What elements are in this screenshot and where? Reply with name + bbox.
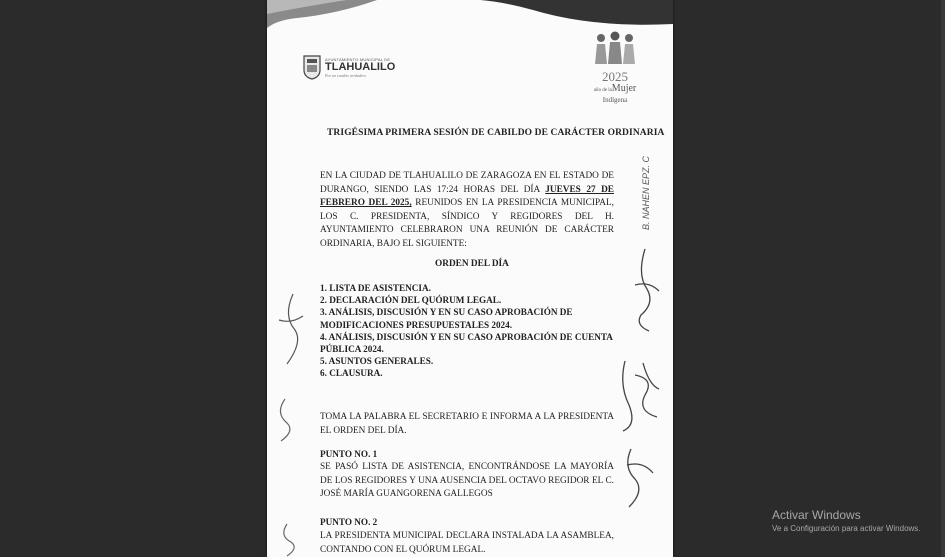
intro-text-start: EN LA CIUDAD DE TLAHUALILO DE ZARAGOZA EN EL ESTADO DE DURANGO, SIENDO LAS 17:24 HORAS DEL DÍA <box>320 171 614 195</box>
agenda-list <box>320 282 620 380</box>
year-label-sub: Indígena <box>602 96 628 104</box>
session-date: JUEVES 27 DE FEBRERO DEL 2025, <box>320 184 615 208</box>
signature-2 <box>615 355 665 435</box>
punto-2-title: PUNTO NO. 2 <box>320 517 378 527</box>
signature-1 <box>629 245 663 335</box>
agenda-title: ORDEN DEL DÍA <box>435 259 509 269</box>
agenda-item: 1. LISTA DE ASISTENCIA. <box>320 283 431 293</box>
punto-1-text: SE PASÓ LISTA DE ASISTENCIA, ENCONTRÁNDOSE LA MAYORÍA DE LOS REGIDORES Y UNA AUSENCIA DEL OCTAVO REGIDOR EL C. JOSÉ MARÍA GUANGORENA GALLEGOS <box>320 462 614 499</box>
year-of-indigenous-woman-logo <box>585 30 645 104</box>
year-label-main: Mujer <box>611 83 637 94</box>
intro-text-end: REUNIDOS EN LA PRESIDENCIA MUNICIPAL, LOS C. PRESIDENTA, SÍNDICO Y REGIDORES DEL H. AYUNTAMIENTO CELEBRARON UNA REUNIÓN DE CARÁCTER ORDINARIA, BAJO EL SIGUIENTE: <box>320 198 614 249</box>
margin-handwritten-note: B. NAHEN EPZ. C <box>641 155 651 230</box>
agenda-item: 4. ANÁLISIS, DISCUSIÓN Y EN SU CASO APROBACIÓN DE CUENTA PÚBLICA 2024. <box>320 331 613 355</box>
windows-activation-watermark <box>772 508 921 533</box>
shield-icon <box>303 54 321 80</box>
header-wave-left <box>267 0 377 30</box>
activation-title: Activar Windows <box>772 508 861 522</box>
municipality-tagline: Por un cambio verdadero <box>325 72 366 78</box>
agenda-item: 3. ANÁLISIS, DISCUSIÓN Y EN SU CASO APROBACIÓN DE MODIFICACIONES PRESUPUESTALES 2024. <box>320 307 573 330</box>
secretary-paragraph: TOMA LA PALABRA EL SECRETARIO E INFORMA A LA PRESIDENTA EL ORDEN DEL DÍA. <box>320 412 614 436</box>
document-title: TRIGÉSIMA PRIMERA SESIÓN DE CABILDO DE CARÁCTER ORDINARIA <box>327 128 665 138</box>
agenda-item: 6. CLAUSURA. <box>320 368 383 379</box>
signature-left-2 <box>271 395 301 445</box>
women-figures-icon <box>587 30 643 66</box>
viewer-scrollbar[interactable] <box>941 0 945 557</box>
intro-paragraph <box>320 170 614 251</box>
punto-2-text: LA PRESIDENTA MUNICIPAL DECLARA INSTALADA LA ASAMBLEA, CONTANDO CON EL QUÓRUM LEGAL. <box>320 531 614 555</box>
municipality-name: TLAHUALILO <box>325 60 396 73</box>
activation-subtitle: Ve a Configuración para activar Windows. <box>772 524 921 533</box>
year-label-small: año de la <box>593 88 612 93</box>
agenda-item: 5. ASUNTOS GENERALES. <box>320 356 434 367</box>
signature-3 <box>619 445 659 515</box>
signature-left-3 <box>275 520 305 557</box>
year-label: 2025 <box>602 69 628 84</box>
municipality-small-label: AYUNTAMIENTO MUNICIPAL DE <box>325 56 391 62</box>
agenda-item: 2. DECLARACIÓN DEL QUÓRUM LEGAL. <box>320 295 502 306</box>
signature-left-1 <box>273 290 309 370</box>
punto-1-title: PUNTO NO. 1 <box>320 449 378 459</box>
municipality-logo <box>303 54 395 80</box>
document-page <box>267 0 673 557</box>
